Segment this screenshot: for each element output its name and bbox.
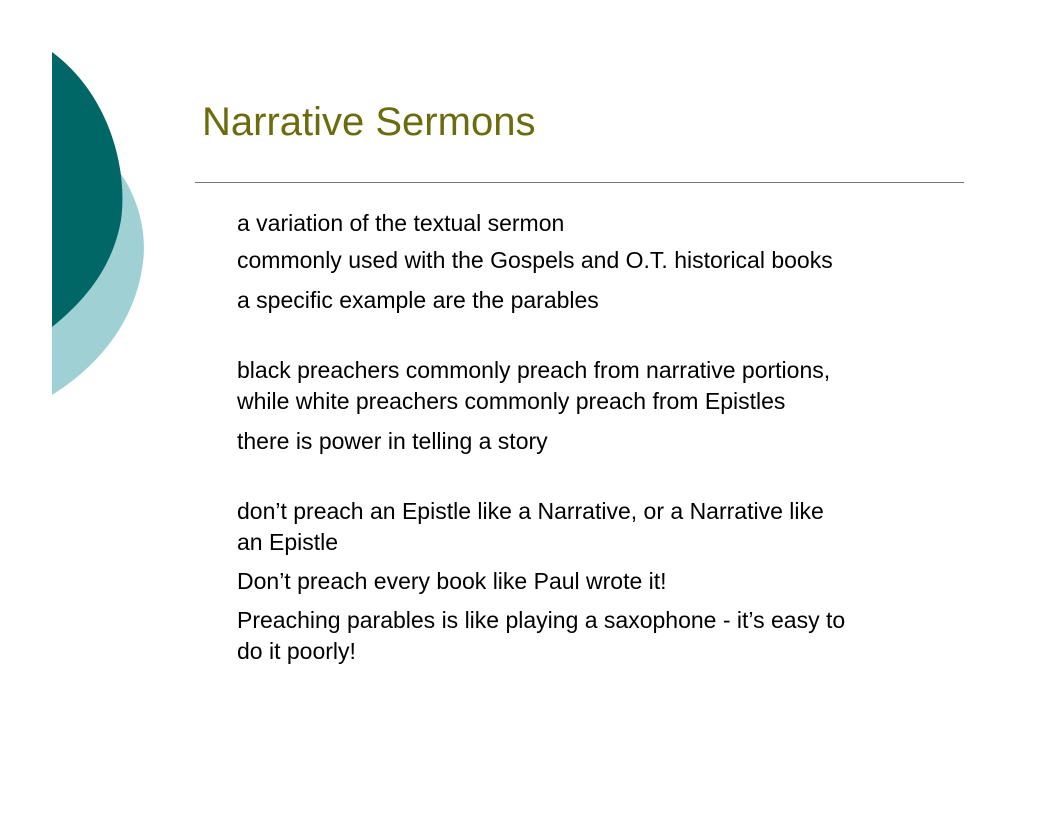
bullet-item [237, 426, 957, 457]
bullet-line: don’t preach an Epistle like a Narrative, or a Narrative like [237, 498, 824, 524]
bullet-line: a variation of the textual sermon [237, 210, 565, 236]
bullet-item [237, 285, 957, 316]
bullet-line: an Epistle [237, 529, 339, 555]
bullet-line: while white preachers commonly preach from Epistles [237, 388, 786, 414]
bullet-line: there is power in telling a story [237, 428, 548, 454]
title-divider [195, 182, 964, 183]
bullet-item [237, 245, 957, 276]
bullet-item [237, 355, 957, 417]
bullet-item [237, 208, 957, 239]
bullet-line: Don’t preach every book like Paul wrote it! [237, 568, 667, 594]
bullet-item [237, 605, 957, 667]
decorative-accent-shapes [0, 0, 160, 400]
bullet-line: black preachers commonly preach from narrative portions, [237, 357, 831, 383]
bullet-line: do it poorly! [237, 638, 356, 664]
bullet-line: commonly used with the Gospels and O.T. historical books [237, 247, 833, 273]
slide-title: Narrative Sermons [202, 100, 536, 144]
bullet-line: a specific example are the parables [237, 287, 599, 313]
bullet-line: Preaching parables is like playing a saxophone - it’s easy to [237, 607, 846, 633]
bullet-item [237, 566, 957, 597]
bullet-item [237, 496, 957, 558]
